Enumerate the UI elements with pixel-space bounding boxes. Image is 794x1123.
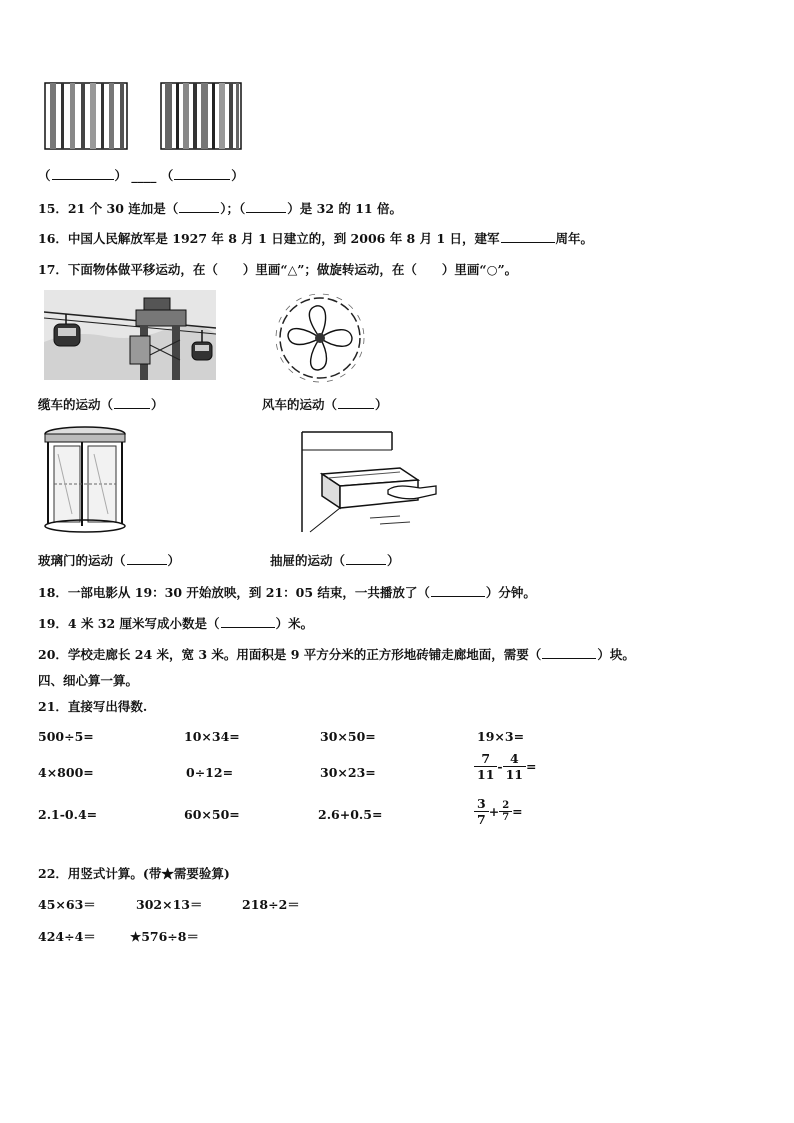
answer-blank[interactable] xyxy=(52,167,114,180)
question-20: 20．学校走廊长 24 米，宽 3 米。用面积是 9 平方分米的正方形地砖铺走廊地面，需要（ ）块。 xyxy=(38,647,635,662)
fan-image xyxy=(272,290,368,386)
calc-item: 2.1-0.4= xyxy=(38,807,98,822)
cable-car-motion-label: 缆车的运动（ ） xyxy=(38,397,164,412)
answer-blank[interactable] xyxy=(542,646,596,659)
question-21: 21．直接写出得数. xyxy=(38,699,148,714)
calc-item: ★576÷8＝ xyxy=(130,929,199,944)
answer-blank[interactable] xyxy=(431,584,485,597)
answer-blank-middle[interactable]: ____ xyxy=(131,168,157,183)
question-18: 18．一部电影从 19：30 开始放映，到 21：05 结束，一共播放了（ ）分钟。 xyxy=(38,585,536,600)
answer-blank[interactable] xyxy=(221,615,275,628)
revolving-door-image xyxy=(42,424,128,534)
answer-blank[interactable] xyxy=(346,552,386,565)
calc-item: 424÷4＝ xyxy=(38,929,96,944)
answer-blank[interactable] xyxy=(174,167,230,180)
answer-blank[interactable] xyxy=(179,200,219,213)
question-22: 22．用竖式计算。(带★需要验算) xyxy=(38,866,230,881)
calc-item: 302×13＝ xyxy=(136,897,203,912)
striped-bar-figure-left xyxy=(44,82,128,150)
calc-item: 0÷12= xyxy=(186,765,234,780)
answer-blank[interactable] xyxy=(127,552,167,565)
fan-motion-label: 风车的运动（ ） xyxy=(262,397,388,412)
fraction: $\frac{4}{11}$ xyxy=(503,751,526,782)
question-19: 19．4 米 32 厘米写成小数是（ ）米。 xyxy=(38,616,314,631)
calc-item: 4×800= xyxy=(38,765,94,780)
drawer-image xyxy=(300,428,438,534)
calc-item: 60×50= xyxy=(184,807,240,822)
answer-blank[interactable] xyxy=(501,230,555,243)
calc-item: 19×3= xyxy=(477,729,525,744)
fraction-expression: $\frac{3}{7}$ + $\frac{2}{7}$ = xyxy=(474,796,523,827)
fraction-expression: $\frac{7}{11}$ - $\frac{4}{11}$ = xyxy=(474,751,537,782)
drawer-motion-label: 抽屉的运动（ ） xyxy=(270,553,400,568)
question-16: 16．中国人民解放军是 1927 年 8 月 1 日建立的，到 2006 年 8 月 1 日，建军 周年。 xyxy=(38,231,594,246)
calc-item: 500÷5= xyxy=(38,729,94,744)
section-4-title: 四、细心算一算。 xyxy=(38,673,139,688)
striped-bar-figure-right xyxy=(160,82,242,150)
calc-item: 2.6+0.5= xyxy=(318,807,383,822)
fraction: $\frac{3}{7}$ xyxy=(474,796,489,827)
bars-caption: （ ） ____ （ ） xyxy=(38,168,244,183)
fraction: $\frac{7}{11}$ xyxy=(474,751,497,782)
answer-blank[interactable] xyxy=(338,396,374,409)
calc-item: 10×34= xyxy=(184,729,240,744)
glass-door-motion-label: 玻璃门的运动（ ） xyxy=(38,553,181,568)
calc-item: 45×63＝ xyxy=(38,897,96,912)
answer-blank[interactable] xyxy=(246,200,286,213)
calc-item: 218÷2＝ xyxy=(242,897,300,912)
question-15: 15．21 个 30 连加是（ ）；（ ）是 32 的 11 倍。 xyxy=(38,201,402,216)
fraction: $\frac{2}{7}$ xyxy=(499,800,512,823)
calc-item: 30×23= xyxy=(320,765,376,780)
cable-car-image xyxy=(44,290,216,380)
answer-blank[interactable] xyxy=(114,396,150,409)
question-17: 17．下面物体做平移运动，在（ ）里画“△”；做旋转运动，在（ ）里画“○”。 xyxy=(38,262,518,277)
calc-item: 30×50= xyxy=(320,729,376,744)
